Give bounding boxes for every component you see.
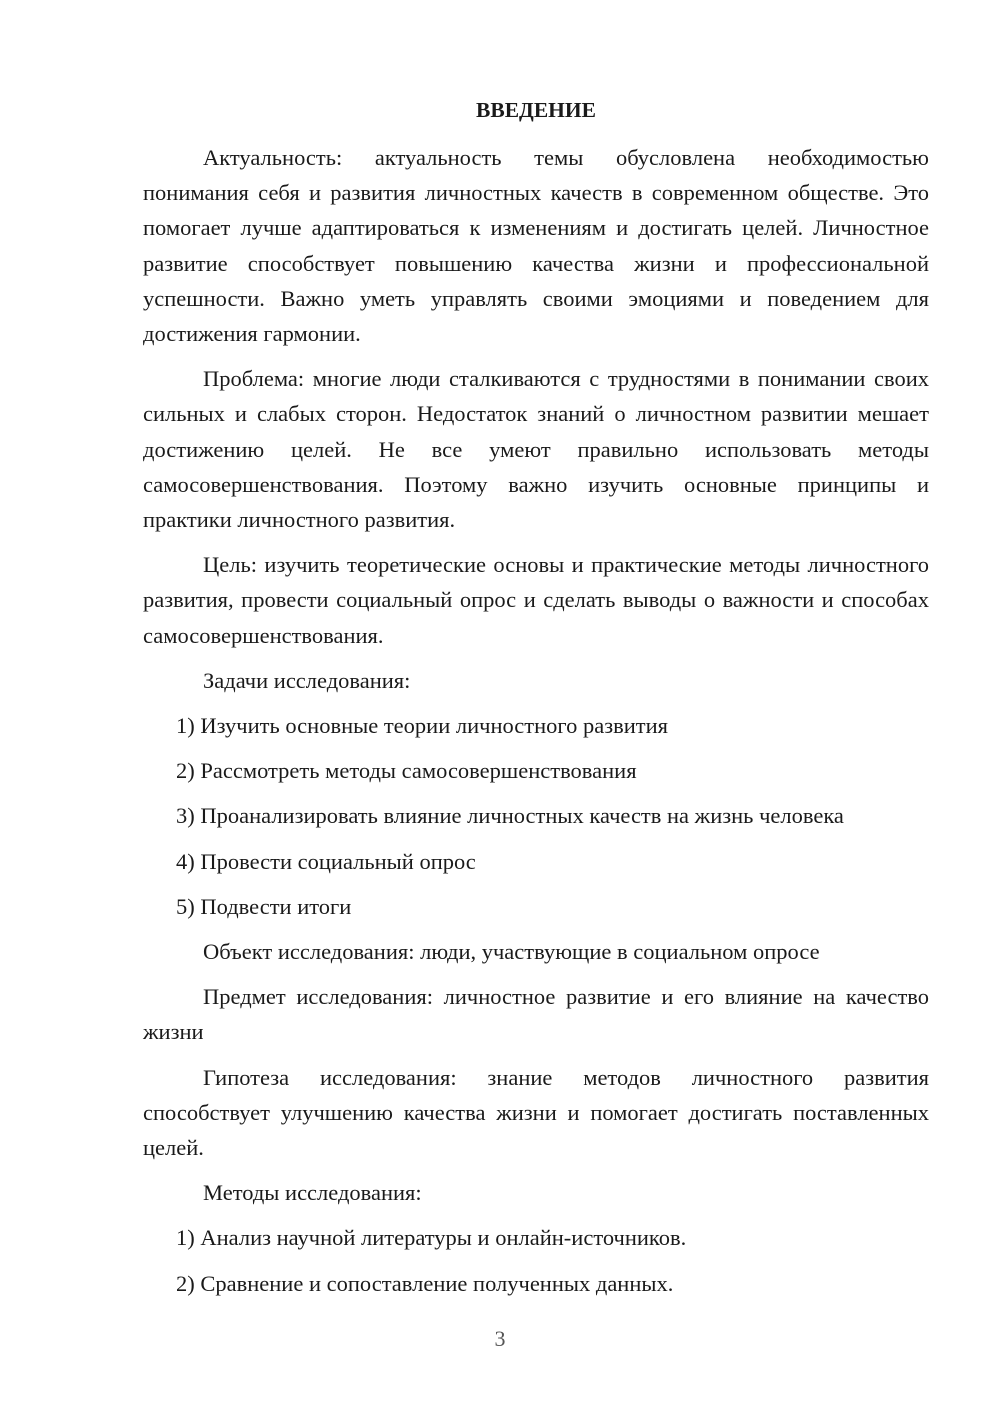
list-item: 2) Рассмотреть методы самосовершенствования <box>176 758 637 784</box>
object-paragraph: Объект исследования: люди, участвующие в социальном опросе <box>203 939 820 965</box>
list-item: 1) Анализ научной литературы и онлайн-источников. <box>176 1225 687 1251</box>
relevance-paragraph: Актуальность: актуальность темы обусловлена необходимостью понимания себя и развития личностных качеств в современном обществе. Это помогает лучше адаптироваться к изменениям и достигать целей. Личностное развитие способствует повышению качества жизни и профессиональной успешности. Важно уметь управлять своими эмоциями и поведением для достижения гармонии. <box>143 145 929 347</box>
document-page <box>143 90 929 1311</box>
tasks-heading: Задачи исследования: <box>203 667 411 693</box>
list-item: 5) Подвести итоги <box>176 893 352 919</box>
methods-list <box>143 1220 929 1300</box>
page-number: 3 <box>494 1326 506 1351</box>
methods-heading: Методы исследования: <box>203 1180 422 1206</box>
goal-paragraph: Цель: изучить теоретические основы и практические методы личностного развития, провести социальный опрос и сделать выводы о важности и способах самосовершенствования. <box>143 552 929 648</box>
problem-paragraph: Проблема: многие люди сталкиваются с трудностями в понимании своих сильных и слабых сторон. Недостаток знаний о личностном развитии мешает достижению целей. Не все умеют правильно использовать методы самосовершенствования. Поэтому важно изучить основные принципы и практики личностного развития. <box>143 366 929 533</box>
list-item: 1) Изучить основные теории личностного развития <box>176 713 668 739</box>
list-item: 3) Проанализировать влияние личностных качеств на жизнь человека <box>176 803 844 829</box>
hypothesis-paragraph: Гипотеза исследования: знание методов личностного развития способствует улучшению качества жизни и помогает достигать поставленных целей. <box>143 1064 929 1161</box>
tasks-list <box>143 708 929 924</box>
list-item: 4) Провести социальный опрос <box>176 848 476 874</box>
subject-paragraph: Предмет исследования: личностное развитие и его влияние на качество жизни <box>143 984 929 1045</box>
page-title: ВВЕДЕНИЕ <box>476 98 596 122</box>
list-item: 2) Сравнение и сопоставление полученных данных. <box>176 1270 674 1296</box>
